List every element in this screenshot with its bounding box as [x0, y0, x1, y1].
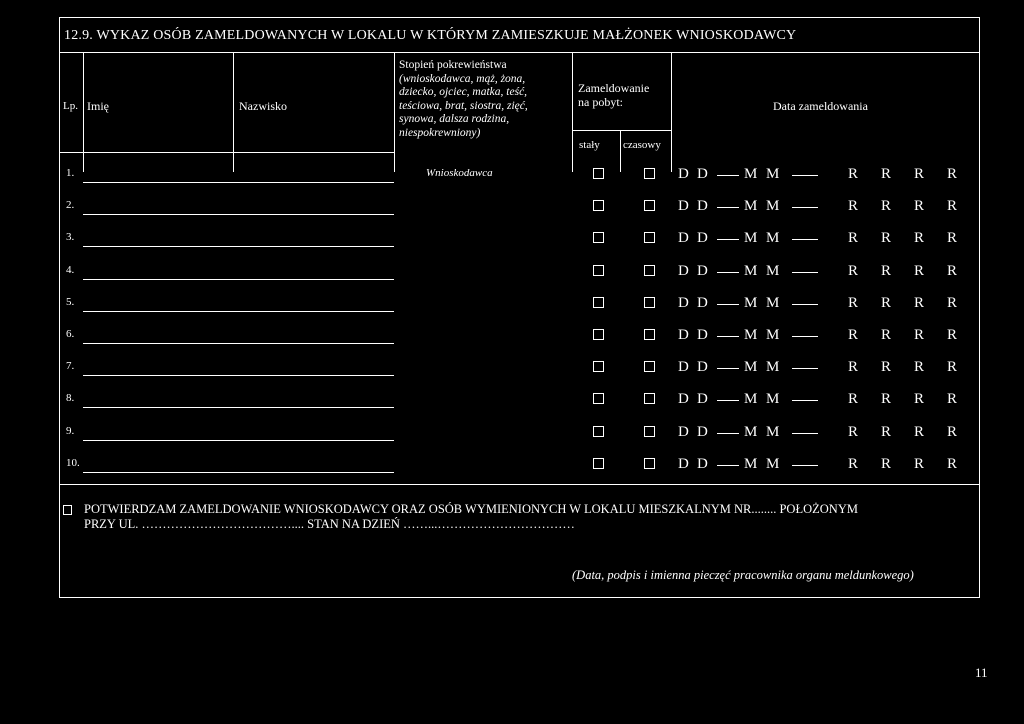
temporary-checkbox[interactable] [644, 232, 655, 243]
date-mask-letter: R [881, 198, 892, 215]
date-separator [792, 336, 818, 337]
date-mask-letter: R [947, 327, 958, 343]
temporary-checkbox[interactable] [644, 361, 655, 372]
col-temporary-header: czasowy [623, 139, 661, 151]
registration-date-field[interactable] [678, 198, 968, 216]
date-mask-letter: R [947, 198, 958, 215]
registration-date-field[interactable] [678, 263, 968, 281]
last-name-field[interactable] [233, 214, 394, 215]
date-mask-letter: M [766, 423, 780, 440]
col-first-name-header: Imię [87, 99, 109, 113]
date-mask-letter: R [914, 391, 925, 408]
date-mask-letter: D [678, 166, 689, 182]
divider [233, 52, 234, 172]
date-mask-letter: R [848, 230, 859, 247]
relation-options: teściowa, brat, siostra, zięć, [399, 99, 528, 112]
registration-date-field[interactable] [678, 424, 968, 442]
date-mask-letter: R [848, 423, 859, 440]
date-mask-letter: R [914, 423, 925, 440]
col-last-name-header: Nazwisko [239, 99, 287, 113]
divider [671, 52, 672, 172]
row-number: 4. [66, 263, 75, 276]
divider [572, 52, 573, 172]
date-mask-letter: M [744, 455, 758, 472]
date-mask-letter: R [947, 423, 958, 440]
last-name-field[interactable] [233, 279, 394, 280]
date-mask-letter: R [914, 359, 925, 376]
date-mask-letter: R [947, 166, 958, 182]
date-mask-letter: R [914, 262, 925, 279]
temporary-checkbox[interactable] [644, 426, 655, 437]
date-mask-letter: R [914, 455, 925, 472]
permanent-checkbox[interactable] [593, 329, 604, 340]
divider [60, 52, 979, 53]
date-mask-letter: D [697, 294, 708, 311]
date-separator [792, 400, 818, 401]
date-mask-letter: R [881, 423, 892, 440]
first-name-field[interactable] [83, 343, 233, 344]
date-separator [717, 207, 739, 208]
relation-title: Stopień pokrewieństwa [399, 59, 507, 71]
col-registration-subheader: na pobyt: [578, 95, 623, 109]
temporary-checkbox[interactable] [644, 458, 655, 469]
date-mask-letter: R [881, 262, 892, 279]
date-mask-letter: D [678, 391, 689, 408]
date-mask-letter: D [678, 327, 689, 343]
date-mask-letter: D [697, 359, 708, 376]
date-mask-letter: M [766, 262, 780, 279]
temporary-checkbox[interactable] [644, 329, 655, 340]
date-mask-letter: D [697, 423, 708, 440]
date-mask-letter: D [697, 455, 708, 472]
date-mask-letter: D [678, 262, 689, 279]
first-name-field[interactable] [83, 214, 233, 215]
date-mask-letter: M [766, 166, 780, 182]
last-name-field[interactable] [233, 343, 394, 344]
permanent-checkbox[interactable] [593, 200, 604, 211]
date-mask-letter: D [697, 391, 708, 408]
permanent-checkbox[interactable] [593, 265, 604, 276]
date-mask-letter: R [947, 391, 958, 408]
divider [394, 52, 395, 172]
divider [572, 130, 672, 131]
date-mask-letter: D [697, 166, 708, 182]
registration-date-field[interactable] [678, 327, 968, 345]
date-mask-letter: R [914, 294, 925, 311]
row-number: 2. [66, 199, 75, 212]
first-name-field[interactable] [83, 407, 233, 408]
date-separator [717, 272, 739, 273]
date-separator [792, 304, 818, 305]
temporary-checkbox[interactable] [644, 393, 655, 404]
date-separator [717, 433, 739, 434]
date-separator [792, 433, 818, 434]
relation-cell: Wnioskodawca [426, 167, 493, 179]
date-separator [792, 175, 818, 176]
date-mask-letter: R [947, 262, 958, 279]
date-mask-letter: R [881, 359, 892, 376]
date-mask-letter: R [914, 230, 925, 247]
date-mask-letter: R [848, 359, 859, 376]
registration-date-field[interactable] [678, 230, 968, 248]
date-mask-letter: R [914, 327, 925, 343]
date-mask-letter: M [744, 262, 758, 279]
section-title: 12.9. WYKAZ OSÓB ZAMELDOWANYCH W LOKALU W KTÓRYM ZAMIESZKUJE MAŁŻONEK WNIOSKODAWCY [64, 28, 797, 43]
divider [83, 52, 84, 172]
permanent-checkbox[interactable] [593, 393, 604, 404]
col-relation-header [399, 59, 528, 140]
row-number: 3. [66, 231, 75, 244]
date-mask-letter: D [678, 455, 689, 472]
divider [60, 152, 394, 153]
signature-caption: (Data, podpis i imienna pieczęć pracownika organu meldunkowego) [572, 568, 914, 582]
first-name-field[interactable] [83, 311, 233, 312]
date-mask-letter: M [744, 166, 758, 182]
relation-options: (wnioskodawca, mąż, żona, [399, 72, 526, 85]
last-name-field[interactable] [233, 440, 394, 441]
date-mask-letter: D [678, 230, 689, 247]
first-name-field[interactable] [83, 375, 233, 376]
date-separator [717, 400, 739, 401]
first-name-field[interactable] [83, 279, 233, 280]
date-mask-letter: R [947, 230, 958, 247]
date-mask-letter: R [881, 455, 892, 472]
date-mask-letter: M [766, 198, 780, 215]
date-separator [792, 207, 818, 208]
date-mask-letter: R [947, 359, 958, 376]
date-mask-letter: M [744, 359, 758, 376]
page-number: 11 [975, 665, 988, 680]
date-mask-letter: D [678, 198, 689, 215]
row-number: 10. [66, 456, 80, 469]
date-mask-letter: D [697, 230, 708, 247]
row-number: 1. [66, 167, 75, 179]
date-separator [792, 272, 818, 273]
date-mask-letter: R [848, 391, 859, 408]
date-mask-letter: M [766, 359, 780, 376]
first-name-field[interactable] [83, 440, 233, 441]
row-number: 6. [66, 328, 75, 340]
registration-form [59, 17, 980, 598]
temporary-checkbox[interactable] [644, 168, 655, 179]
permanent-checkbox[interactable] [593, 297, 604, 308]
date-mask-letter: R [914, 198, 925, 215]
date-separator [717, 465, 739, 466]
registration-date-field[interactable] [678, 391, 968, 409]
date-separator [792, 239, 818, 240]
registration-date-field[interactable] [678, 359, 968, 377]
date-mask-letter: M [766, 230, 780, 247]
registration-date-field[interactable] [678, 166, 968, 184]
date-mask-letter: R [947, 294, 958, 311]
confirmation-line: POTWIERDZAM ZAMELDOWANIE WNIOSKODAWCY ORAZ OSÓB WYMIENIONYCH W LOKALU MIESZKALNYM NR........ POŁOŻONYM [84, 502, 858, 516]
date-mask-letter: M [744, 327, 758, 343]
date-separator [717, 336, 739, 337]
date-separator [792, 368, 818, 369]
date-mask-letter: M [766, 391, 780, 408]
date-mask-letter: R [914, 166, 925, 182]
date-mask-letter: R [848, 262, 859, 279]
date-mask-letter: R [881, 166, 892, 182]
date-mask-letter: D [678, 423, 689, 440]
temporary-checkbox[interactable] [644, 200, 655, 211]
date-mask-letter: R [881, 294, 892, 311]
date-mask-letter: R [881, 391, 892, 408]
row-number: 5. [66, 295, 75, 308]
confirm-checkbox[interactable] [63, 505, 72, 515]
confirmation-statement [84, 502, 858, 532]
first-name-field[interactable] [83, 246, 233, 247]
relation-options: dziecko, ojciec, matka, teść, [399, 86, 528, 98]
relation-options: synowa, dalsza rodzina, [399, 113, 510, 125]
last-name-field[interactable] [233, 407, 394, 408]
divider [60, 484, 979, 485]
row-number: 8. [66, 392, 75, 405]
date-mask-letter: M [744, 391, 758, 408]
date-mask-letter: R [881, 230, 892, 247]
date-mask-letter: D [697, 198, 708, 215]
row-number: 9. [66, 424, 75, 437]
date-mask-letter: M [744, 423, 758, 440]
date-mask-letter: D [678, 359, 689, 376]
date-mask-letter: M [766, 327, 780, 343]
last-name-field[interactable] [233, 472, 394, 473]
date-mask-letter: M [744, 198, 758, 215]
date-mask-letter: R [848, 455, 859, 472]
col-permanent-header: stały [579, 139, 600, 151]
last-name-field[interactable] [233, 182, 394, 183]
date-mask-letter: R [881, 327, 892, 343]
date-mask-letter: M [766, 294, 780, 311]
date-mask-letter: M [744, 294, 758, 311]
col-lp-header: Lp. [63, 100, 78, 112]
permanent-checkbox[interactable] [593, 168, 604, 179]
date-separator [717, 304, 739, 305]
divider [620, 130, 621, 172]
date-separator [717, 239, 739, 240]
date-mask-letter: R [848, 166, 859, 182]
last-name-field[interactable] [233, 246, 394, 247]
date-mask-letter: R [947, 455, 958, 472]
first-name-field[interactable] [83, 472, 233, 473]
date-mask-letter: M [766, 455, 780, 472]
permanent-checkbox[interactable] [593, 361, 604, 372]
registration-date-field[interactable] [678, 295, 968, 313]
permanent-checkbox[interactable] [593, 232, 604, 243]
temporary-checkbox[interactable] [644, 297, 655, 308]
temporary-checkbox[interactable] [644, 265, 655, 276]
permanent-checkbox[interactable] [593, 458, 604, 469]
date-separator [717, 175, 739, 176]
date-separator [792, 465, 818, 466]
date-mask-letter: R [848, 327, 859, 343]
date-mask-letter: M [744, 230, 758, 247]
date-mask-letter: D [697, 262, 708, 279]
date-mask-letter: R [848, 198, 859, 215]
col-registration-header: Zameldowanie [578, 81, 650, 95]
date-mask-letter: R [848, 294, 859, 311]
registration-date-field[interactable] [678, 456, 968, 474]
confirmation-line: PRZY UL. ……………………………….... STAN NA DZIEŃ ……...…………………………… [84, 517, 575, 531]
first-name-field[interactable] [83, 182, 233, 183]
date-separator [717, 368, 739, 369]
last-name-field[interactable] [233, 375, 394, 376]
col-date-header: Data zameldowania [773, 99, 868, 113]
last-name-field[interactable] [233, 311, 394, 312]
relation-options: niespokrewniony) [399, 126, 481, 139]
permanent-checkbox[interactable] [593, 426, 604, 437]
row-number: 7. [66, 360, 75, 373]
date-mask-letter: D [697, 327, 708, 343]
date-mask-letter: D [678, 294, 689, 311]
